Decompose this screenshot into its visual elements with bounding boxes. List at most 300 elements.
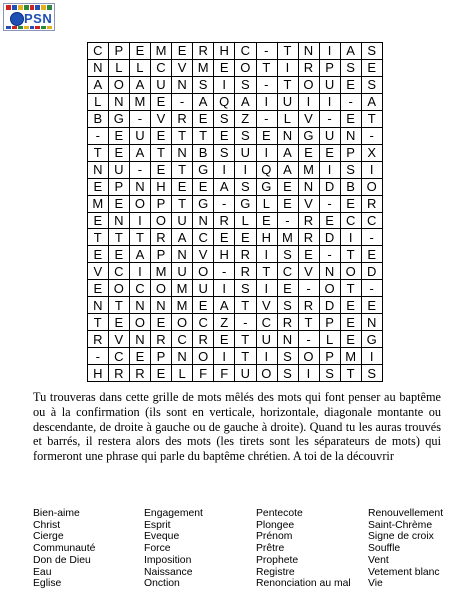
- grid-cell: S: [320, 365, 341, 382]
- grid-cell: -: [257, 77, 278, 94]
- grid-cell: T: [130, 229, 151, 246]
- grid-cell: P: [320, 60, 341, 77]
- grid-cell: V: [299, 111, 320, 128]
- grid-cell: E: [299, 246, 320, 263]
- word-list-item: Vie: [368, 578, 383, 590]
- grid-cell: R: [299, 229, 320, 246]
- word-search-grid: [87, 42, 383, 382]
- grid-cell: E: [341, 77, 362, 94]
- grid-cell: -: [320, 246, 341, 263]
- grid-cell: I: [214, 77, 235, 94]
- grid-cell: S: [235, 128, 256, 145]
- grid-cell: E: [172, 43, 193, 60]
- grid-cell: Z: [214, 314, 235, 331]
- grid-cell: R: [193, 43, 214, 60]
- grid-cell: T: [193, 128, 214, 145]
- grid-cell: C: [362, 213, 383, 230]
- grid-cell: B: [193, 145, 214, 162]
- grid-cell: S: [278, 297, 299, 314]
- grid-cell: B: [341, 179, 362, 196]
- grid-cell: S: [362, 77, 383, 94]
- grid-cell: U: [172, 213, 193, 230]
- grid-cell: E: [362, 60, 383, 77]
- grid-cell: C: [341, 213, 362, 230]
- word-list-item: Don de Dieu: [33, 554, 91, 566]
- grid-cell: N: [88, 162, 109, 179]
- grid-cell: T: [278, 43, 299, 60]
- grid-cell: H: [88, 365, 109, 382]
- grid-cell: E: [341, 331, 362, 348]
- grid-cell: E: [88, 213, 109, 230]
- grid-cell: P: [109, 43, 130, 60]
- grid-cell: L: [88, 94, 109, 111]
- word-list-item: Esprit: [144, 519, 171, 531]
- grid-cell: I: [320, 43, 341, 60]
- word-list-item: Saint-Chrème: [368, 519, 433, 531]
- grid-cell: N: [130, 297, 151, 314]
- word-list-item: Eveque: [144, 531, 180, 543]
- word-list-item: Prophete: [256, 554, 299, 566]
- grid-cell: E: [341, 314, 362, 331]
- grid-cell: -: [214, 196, 235, 213]
- grid-cell: P: [341, 145, 362, 162]
- word-list-item: Communauté: [33, 543, 96, 555]
- grid-cell: M: [88, 196, 109, 213]
- grid-cell: S: [193, 77, 214, 94]
- logo-flag-strip: [6, 5, 52, 10]
- grid-cell: P: [320, 314, 341, 331]
- grid-cell: R: [214, 213, 235, 230]
- grid-cell: E: [257, 128, 278, 145]
- grid-cell: -: [320, 111, 341, 128]
- word-list-item: Onction: [144, 578, 180, 590]
- grid-cell: C: [88, 43, 109, 60]
- grid-cell: I: [130, 263, 151, 280]
- grid-cell: E: [257, 213, 278, 230]
- grid-cell: E: [109, 314, 130, 331]
- word-list-item: Pentecote: [256, 508, 303, 519]
- grid-cell: I: [257, 246, 278, 263]
- grid-cell: E: [320, 213, 341, 230]
- grid-cell: -: [299, 280, 320, 297]
- grid-cell: T: [88, 229, 109, 246]
- grid-cell: N: [172, 145, 193, 162]
- grid-cell: M: [299, 162, 320, 179]
- grid-cell: I: [362, 348, 383, 365]
- grid-cell: N: [278, 331, 299, 348]
- grid-cell: I: [362, 162, 383, 179]
- grid-cell: C: [151, 60, 172, 77]
- grid-cell: E: [235, 229, 256, 246]
- grid-cell: N: [299, 43, 320, 60]
- grid-cell: U: [172, 263, 193, 280]
- grid-cell: E: [214, 229, 235, 246]
- word-list-item: Vent: [368, 554, 389, 566]
- grid-cell: I: [320, 162, 341, 179]
- grid-cell: O: [341, 263, 362, 280]
- grid-cell: E: [214, 331, 235, 348]
- grid-cell: E: [130, 348, 151, 365]
- grid-cell: E: [109, 128, 130, 145]
- grid-cell: -: [130, 111, 151, 128]
- word-list-item: Registre: [256, 566, 295, 578]
- grid-cell: T: [172, 196, 193, 213]
- grid-cell: A: [278, 162, 299, 179]
- grid-cell: T: [109, 297, 130, 314]
- word-list-item: Prénom: [256, 531, 293, 543]
- logo-text: PSN: [24, 11, 53, 26]
- grid-cell: O: [257, 365, 278, 382]
- grid-cell: C: [193, 314, 214, 331]
- grid-cell: E: [193, 111, 214, 128]
- grid-cell: O: [299, 348, 320, 365]
- grid-cell: H: [214, 43, 235, 60]
- grid-cell: R: [235, 263, 256, 280]
- grid-cell: R: [151, 229, 172, 246]
- grid-cell: U: [193, 280, 214, 297]
- grid-cell: A: [130, 145, 151, 162]
- word-list-item: Renonciation au mal: [256, 578, 351, 590]
- grid-cell: S: [235, 179, 256, 196]
- grid-cell: T: [88, 314, 109, 331]
- word-column: [368, 508, 450, 590]
- grid-cell: C: [109, 348, 130, 365]
- grid-cell: G: [109, 111, 130, 128]
- psn-logo: [3, 3, 55, 31]
- grid-cell: T: [299, 314, 320, 331]
- grid-cell: A: [214, 179, 235, 196]
- word-list-item: Eau: [33, 566, 52, 578]
- logo-flag-strip-bottom: [6, 26, 52, 29]
- grid-cell: I: [214, 162, 235, 179]
- word-list-item: Imposition: [144, 554, 192, 566]
- grid-cell: E: [341, 111, 362, 128]
- word-list-item: Prêtre: [256, 543, 285, 555]
- word-list-item: Vetement blanc: [368, 566, 440, 578]
- word-list-item: Signe de croix: [368, 531, 434, 543]
- grid-cell: F: [193, 365, 214, 382]
- grid-cell: O: [151, 213, 172, 230]
- grid-cell: G: [235, 196, 256, 213]
- grid-cell: S: [214, 111, 235, 128]
- grid-cell: V: [299, 263, 320, 280]
- grid-cell: C: [235, 43, 256, 60]
- grid-cell: U: [320, 128, 341, 145]
- grid-cell: G: [299, 128, 320, 145]
- grid-cell: O: [362, 179, 383, 196]
- word-list-item: Christ: [33, 519, 61, 531]
- grid-cell: I: [214, 348, 235, 365]
- grid-cell: R: [299, 60, 320, 77]
- grid-cell: A: [341, 43, 362, 60]
- grid-cell: T: [172, 162, 193, 179]
- grid-cell: E: [214, 128, 235, 145]
- grid-cell: T: [341, 246, 362, 263]
- grid-cell: V: [257, 297, 278, 314]
- grid-cell: S: [341, 162, 362, 179]
- grid-cell: E: [151, 128, 172, 145]
- word-list-item: Eglise: [33, 578, 62, 590]
- grid-cell: P: [151, 348, 172, 365]
- grid-cell: -: [362, 229, 383, 246]
- grid-cell: R: [88, 331, 109, 348]
- word-column: [33, 508, 144, 590]
- grid-cell: -: [341, 94, 362, 111]
- grid-cell: E: [299, 145, 320, 162]
- grid-cell: A: [235, 94, 256, 111]
- grid-cell: E: [172, 179, 193, 196]
- grid-cell: I: [257, 348, 278, 365]
- grid-cell: T: [151, 145, 172, 162]
- grid-cell: U: [109, 162, 130, 179]
- grid-cell: O: [299, 77, 320, 94]
- grid-cell: H: [214, 246, 235, 263]
- grid-cell: -: [88, 348, 109, 365]
- grid-cell: A: [172, 229, 193, 246]
- grid-cell: A: [130, 77, 151, 94]
- grid-cell: B: [88, 111, 109, 128]
- grid-cell: N: [151, 297, 172, 314]
- grid-cell: T: [278, 77, 299, 94]
- grid-cell: V: [109, 331, 130, 348]
- grid-cell: -: [278, 213, 299, 230]
- word-list-item: Force: [144, 543, 171, 555]
- grid-cell: N: [172, 348, 193, 365]
- grid-cell: U: [235, 365, 256, 382]
- grid-cell: O: [235, 60, 256, 77]
- grid-cell: I: [257, 145, 278, 162]
- grid-cell: Z: [235, 111, 256, 128]
- grid-cell: N: [109, 94, 130, 111]
- word-column: [144, 508, 256, 590]
- grid-cell: C: [130, 280, 151, 297]
- grid-cell: P: [151, 196, 172, 213]
- grid-cell: -: [299, 331, 320, 348]
- grid-cell: E: [151, 94, 172, 111]
- grid-cell: V: [151, 111, 172, 128]
- grid-cell: A: [193, 94, 214, 111]
- grid-cell: S: [278, 246, 299, 263]
- grid-cell: S: [341, 60, 362, 77]
- grid-cell: F: [214, 365, 235, 382]
- grid-cell: G: [193, 162, 214, 179]
- grid-cell: C: [193, 229, 214, 246]
- grid-cell: U: [278, 94, 299, 111]
- grid-cell: E: [88, 246, 109, 263]
- grid-cell: R: [193, 331, 214, 348]
- grid-cell: M: [172, 280, 193, 297]
- grid-cell: R: [299, 297, 320, 314]
- grid-cell: U: [320, 77, 341, 94]
- grid-cell: R: [299, 213, 320, 230]
- grid-cell: E: [320, 145, 341, 162]
- grid-cell: N: [88, 60, 109, 77]
- grid-cell: V: [299, 196, 320, 213]
- grid-cell: -: [320, 196, 341, 213]
- grid-cell: T: [109, 229, 130, 246]
- grid-cell: M: [193, 60, 214, 77]
- grid-cell: T: [257, 263, 278, 280]
- grid-cell: -: [172, 94, 193, 111]
- grid-cell: S: [235, 280, 256, 297]
- grid-cell: E: [151, 314, 172, 331]
- grid-cell: U: [235, 145, 256, 162]
- grid-cell: -: [88, 128, 109, 145]
- grid-cell: O: [193, 263, 214, 280]
- grid-cell: E: [109, 145, 130, 162]
- grid-cell: N: [172, 246, 193, 263]
- grid-cell: L: [130, 60, 151, 77]
- word-list-item: Cierge: [33, 531, 64, 543]
- grid-cell: T: [341, 280, 362, 297]
- grid-cell: N: [320, 263, 341, 280]
- grid-cell: L: [235, 213, 256, 230]
- grid-cell: C: [278, 263, 299, 280]
- grid-cell: O: [109, 77, 130, 94]
- grid-cell: -: [362, 280, 383, 297]
- grid-cell: N: [172, 77, 193, 94]
- grid-cell: L: [172, 365, 193, 382]
- grid-cell: Q: [257, 162, 278, 179]
- grid-cell: -: [257, 111, 278, 128]
- grid-cell: M: [341, 348, 362, 365]
- grid-cell: E: [341, 196, 362, 213]
- grid-cell: M: [130, 94, 151, 111]
- grid-cell: R: [151, 331, 172, 348]
- grid-cell: H: [151, 179, 172, 196]
- grid-cell: A: [214, 297, 235, 314]
- grid-cell: T: [235, 297, 256, 314]
- grid-cell: D: [320, 297, 341, 314]
- grid-cell: N: [109, 213, 130, 230]
- grid-cell: A: [362, 94, 383, 111]
- grid-cell: V: [193, 246, 214, 263]
- grid-cell: E: [151, 365, 172, 382]
- grid-cell: -: [214, 263, 235, 280]
- grid-cell: N: [362, 314, 383, 331]
- grid-cell: E: [278, 179, 299, 196]
- grid-cell: E: [278, 196, 299, 213]
- grid-cell: D: [320, 229, 341, 246]
- grid-cell: E: [109, 246, 130, 263]
- grid-cell: G: [257, 179, 278, 196]
- grid-cell: E: [278, 280, 299, 297]
- grid-cell: D: [362, 263, 383, 280]
- logo-globe-icon: [10, 12, 24, 26]
- grid-cell: T: [235, 331, 256, 348]
- grid-cell: T: [88, 145, 109, 162]
- grid-cell: C: [257, 314, 278, 331]
- word-list-item: Souffle: [368, 543, 401, 555]
- grid-cell: S: [278, 365, 299, 382]
- word-list-item: Engagement: [144, 508, 203, 519]
- grid-cell: O: [109, 280, 130, 297]
- grid-cell: P: [320, 348, 341, 365]
- grid-cell: O: [172, 314, 193, 331]
- grid-cell: C: [109, 263, 130, 280]
- grid-cell: G: [193, 196, 214, 213]
- grid-cell: N: [341, 128, 362, 145]
- grid-cell: I: [235, 162, 256, 179]
- instructions-paragraph: Tu trouveras dans cette grille de mots mêlés des mots qui font penser au baptême ou à la confirmation (ils sont en verticale, horizontale, diagonale montante ou descendante, de droite à gauche ou de gauche à droite). Quand tu les auras trouvés et barrés, il restera alors des mots (les tirets sont les séparateurs de mots) qui formeront une phrase qui parle du baptême chrétien. A toi de la découvrir: [33, 390, 441, 464]
- grid-cell: E: [341, 297, 362, 314]
- grid-cell: I: [257, 94, 278, 111]
- grid-cell: N: [130, 179, 151, 196]
- grid-cell: -: [130, 162, 151, 179]
- grid-cell: R: [362, 196, 383, 213]
- grid-cell: S: [235, 77, 256, 94]
- grid-cell: O: [151, 280, 172, 297]
- grid-cell: H: [257, 229, 278, 246]
- grid-cell: N: [299, 179, 320, 196]
- grid-cell: -: [257, 43, 278, 60]
- grid-cell: M: [278, 229, 299, 246]
- word-column: [256, 508, 368, 590]
- grid-cell: -: [235, 314, 256, 331]
- grid-cell: I: [214, 280, 235, 297]
- word-list-item: Bien-aime: [33, 508, 80, 519]
- grid-cell: O: [320, 280, 341, 297]
- grid-cell: P: [109, 179, 130, 196]
- grid-cell: I: [130, 213, 151, 230]
- grid-cell: R: [109, 365, 130, 382]
- grid-cell: U: [151, 77, 172, 94]
- grid-cell: E: [193, 297, 214, 314]
- grid-cell: T: [257, 60, 278, 77]
- grid-cell: A: [88, 77, 109, 94]
- grid-cell: L: [109, 60, 130, 77]
- grid-cell: N: [88, 297, 109, 314]
- grid-cell: S: [362, 365, 383, 382]
- grid-cell: T: [235, 348, 256, 365]
- word-list: [33, 508, 450, 590]
- grid-cell: T: [172, 128, 193, 145]
- grid-cell: C: [172, 331, 193, 348]
- grid-cell: U: [257, 331, 278, 348]
- grid-cell: Q: [214, 94, 235, 111]
- grid-cell: T: [362, 111, 383, 128]
- grid-cell: U: [130, 128, 151, 145]
- word-list-item: Plongee: [256, 519, 295, 531]
- grid-cell: I: [257, 280, 278, 297]
- grid-cell: M: [151, 263, 172, 280]
- grid-cell: E: [214, 60, 235, 77]
- grid-cell: E: [362, 246, 383, 263]
- grid-cell: M: [151, 43, 172, 60]
- grid-cell: L: [257, 196, 278, 213]
- grid-cell: N: [193, 213, 214, 230]
- grid-cell: V: [172, 60, 193, 77]
- grid-cell: X: [362, 145, 383, 162]
- grid-cell: S: [362, 43, 383, 60]
- word-list-item: Naissance: [144, 566, 193, 578]
- grid-cell: E: [130, 43, 151, 60]
- grid-cell: E: [88, 280, 109, 297]
- grid-cell: T: [341, 365, 362, 382]
- grid-cell: I: [341, 229, 362, 246]
- grid-cell: S: [278, 348, 299, 365]
- grid-cell: R: [130, 365, 151, 382]
- grid-cell: P: [151, 246, 172, 263]
- grid-cell: E: [193, 179, 214, 196]
- grid-cell: I: [299, 365, 320, 382]
- grid-cell: G: [362, 331, 383, 348]
- word-list-item: Renouvellement: [368, 508, 444, 519]
- grid-cell: A: [278, 145, 299, 162]
- grid-cell: R: [278, 314, 299, 331]
- grid-cell: M: [172, 297, 193, 314]
- grid-cell: A: [130, 246, 151, 263]
